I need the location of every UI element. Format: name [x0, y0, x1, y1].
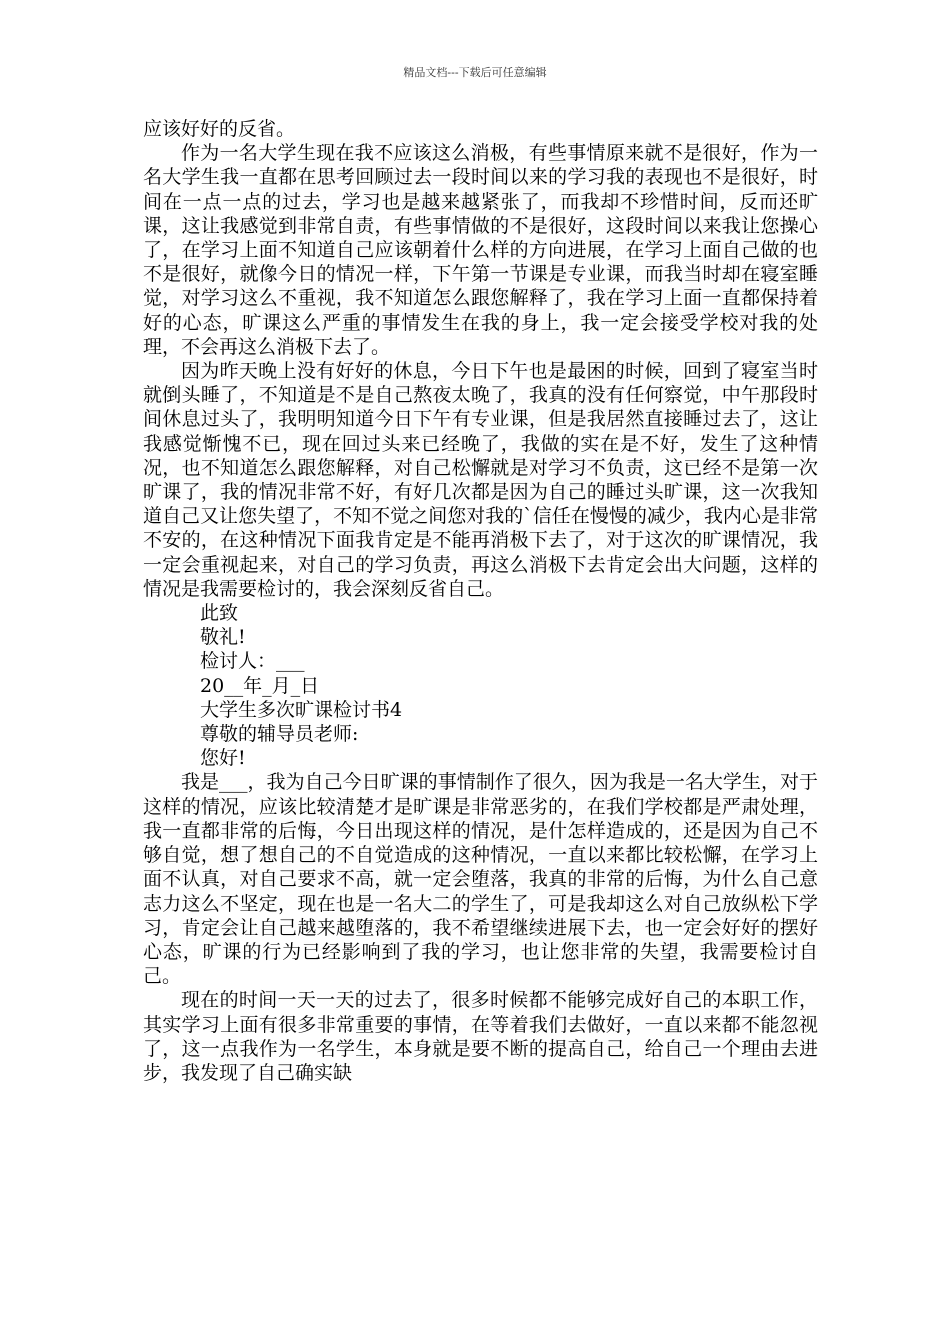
paragraph: 因为昨天晚上没有好好的休息，今日下午也是最困的时候，回到了寝室当时就倒头睡了，不知道是不是自己熬夜太晚了，我真的没有任何察觉，中午那段时间休息过头了，我明明知道今日下午有专业课，但是我居然直接睡过去了，这让我感觉惭愧不已，现在回过头来已经晚了，我做的实在是不好，发生了这种情况，也不知道怎么跟您解释，对自己松懈就是对学习不负责，这已经不是第一次旷课了，我的情况非常不好，有好几次都是因为自己的睡过头旷课，这一次我知道自己又让您失望了，不知不觉之间您对我的`信任在慢慢的减少，我内心是非常不安的，在这种情况下面我肯定是不能再消极下去了，对于这次的旷课情况，我一定会重视起来，对自己的学习负责，再这么消极下去肯定会出大问题，这样的情况是我需要检讨的，我会深刻反省自己。	[143, 360, 818, 600]
date-line: 20__年_月_日	[200, 674, 320, 697]
document-body	[143, 117, 818, 1085]
page-header: 精品文档---下载后可任意编辑	[403, 66, 547, 79]
greeting: 您好!	[200, 747, 246, 770]
closing-salute: 敬礼!	[200, 626, 246, 649]
signer-line: 检讨人：___	[200, 650, 305, 673]
section-title: 大学生多次旷课检讨书4	[200, 698, 403, 721]
paragraph: 现在的时间一天一天的过去了，很多时候都不能够完成好自己的本职工作，其实学习上面有很多非常重要的事情，在等着我们去做好，一直以来都不能忽视了，这一点我作为一名学生，本身就是要不断的提高自己，给自己一个理由去进步，我发现了自己确实缺	[143, 989, 818, 1084]
paragraph: 应该好好的反省。	[143, 118, 296, 140]
paragraph: 作为一名大学生现在我不应该这么消极，有些事情原来就不是很好，作为一名大学生我一直都在思考回顾过去一段时间以来的学习我的表现也不是很好，时间在一点一点的过去，学习也是越来越紧张了，而我却不珍惜时间，反而还旷课，这让我感觉到非常自责，有些事情做的不是很好，这段时间以来我让您操心了，在学习上面不知道自己应该朝着什么样的方向进展，在学习上面自己做的也不是很好，就像今日的情况一样，下午第一节课是专业课，而我当时却在寝室睡觉，对学习这么不重视，我不知道怎么跟您解释了，我在学习上面一直都保持着好的心态，旷课这么严重的事情发生在我的身上，我一定会接受学校对我的处理，不会再这么消极下去了。	[143, 142, 818, 358]
paragraph: 我是___，我为自己今日旷课的事情制作了很久，因为我是一名大学生，对于这样的情况，应该比较清楚才是旷课是非常恶劣的，在我们学校都是严肃处理，我一直都非常的后悔，今日出现这样的情况，是什怎样造成的，还是因为自己不够自觉，想了想自己的不自觉造成的这种情况，一直以来都比较松懈，在学习上面不认真，对自己要求不高，就一定会堕落，我真的非常的后悔，为什么自己意志力这么不坚定，现在也是一名大二的学生了，可是我却这么对自己放纵松下学习，肯定会让自己越来越堕落的，我不希望继续进展下去，也一定会好好的摆好心态，旷课的行为已经影响到了我的学习，也让您非常的失望，我需要检讨自己。	[143, 771, 818, 988]
closing-line: 此致	[200, 602, 239, 625]
salutation: 尊敬的辅导员老师:	[200, 723, 359, 746]
